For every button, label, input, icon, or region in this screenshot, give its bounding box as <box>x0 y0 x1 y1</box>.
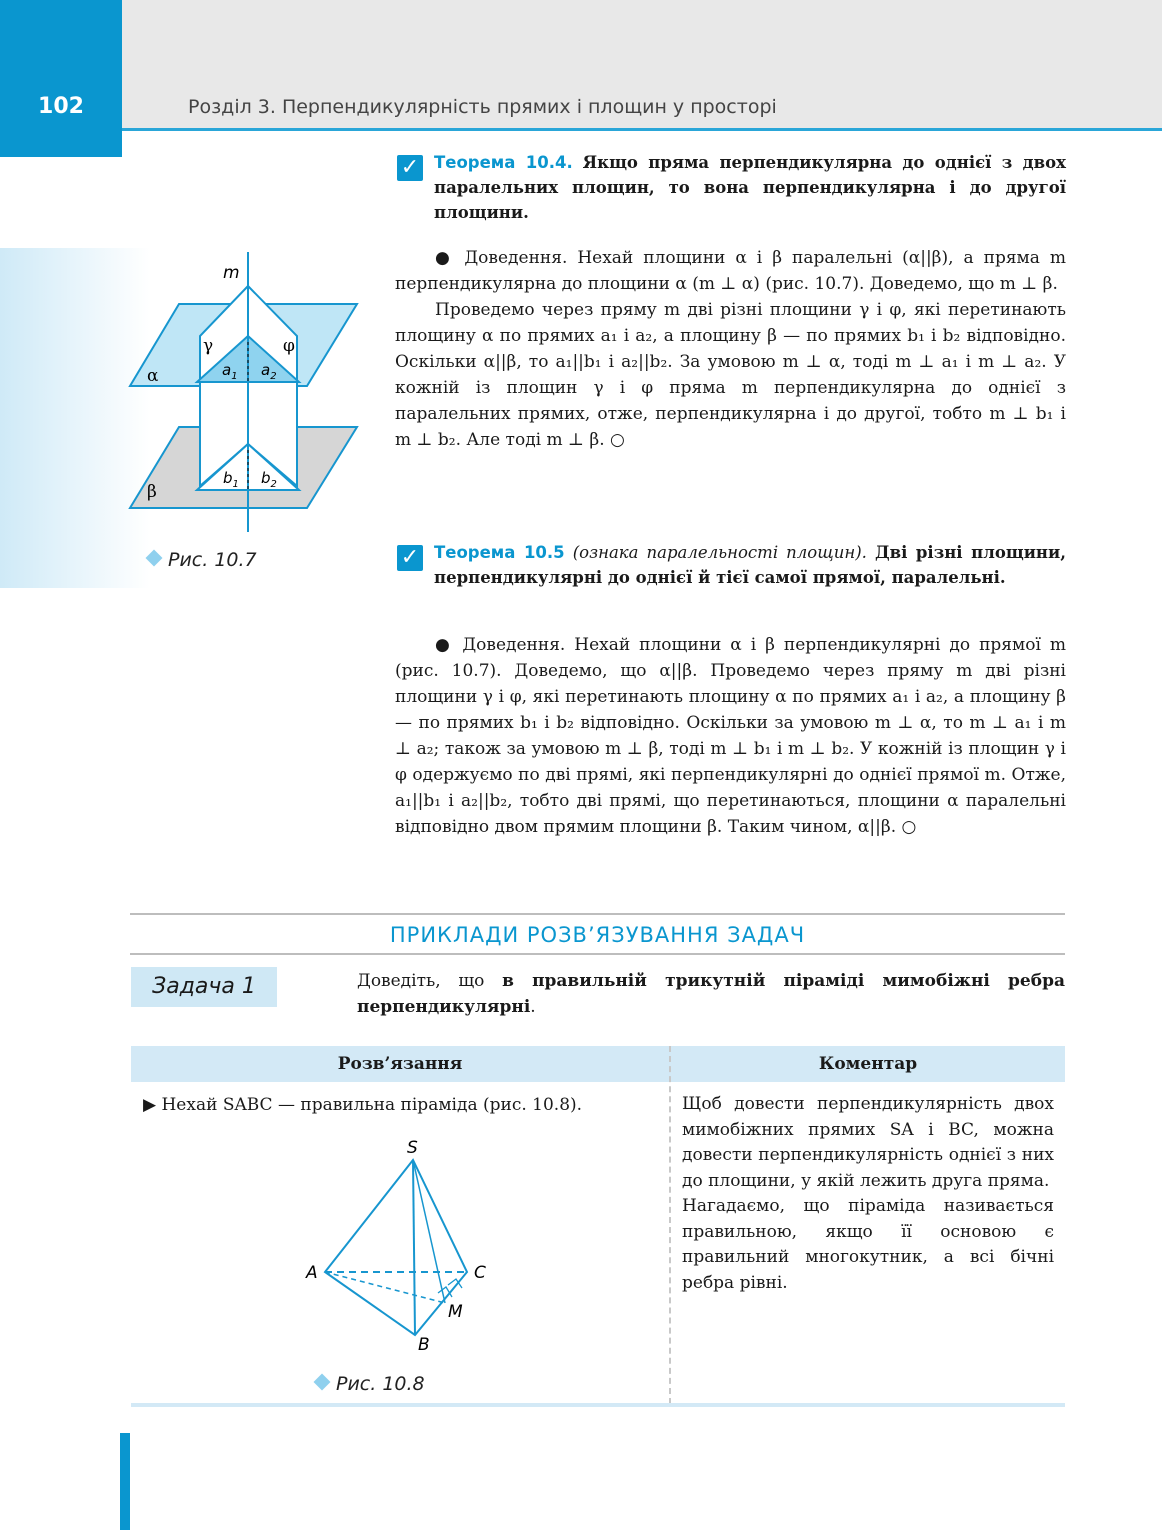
task-statement: Доведіть, що в правильній трикутній піраміді мимобіжні ребра перпендикулярні. <box>357 971 1065 1017</box>
column-comment: Коментар <box>818 1054 918 1074</box>
chapter-title: Розділ 3. Перпендикулярність прямих і площин у просторі <box>188 96 777 118</box>
edge-SB <box>413 1160 415 1335</box>
section-rule-bottom <box>130 953 1065 955</box>
task-label: Задача 1 <box>131 967 277 1007</box>
label-b1: $b_1$ <box>223 469 239 490</box>
theorem-10-5: Теорема 10.5 (ознака паралельності площин). Дві різні площини, перпендикулярні до однієї й тієї самої прямої, паралельні. <box>434 543 1066 587</box>
column-solution: Розв’язання <box>337 1054 463 1074</box>
margin-bar <box>120 1433 130 1530</box>
label-S: S <box>407 1138 418 1158</box>
comment-text: Щоб довести перпендикулярність двох мимобіжних прямих SA і BC, можна довести перпендикулярність однієї з них до площини, у якій лежить друга пряма. Нагадаємо, що піраміда називається правильною, якщо її основою є правильний многокутник, а всі бічні ребра рівні. <box>682 1094 1054 1293</box>
label-alpha: α <box>147 366 159 386</box>
label-B: B <box>418 1335 430 1355</box>
diamond-icon <box>314 1374 331 1391</box>
pyramid-face <box>325 1160 467 1335</box>
section-rule-top <box>130 913 1065 915</box>
label-phi: φ <box>283 336 295 356</box>
theorem-10-4: Теорема 10.4. Якщо пряма перпендикулярна до однієї з двох паралельних площин, то вона перпендикулярна і до другої площини. <box>434 153 1066 222</box>
section-title: ПРИКЛАДИ РОЗВ’ЯЗУВАННЯ ЗАДАЧ <box>389 923 806 947</box>
header-rule <box>122 128 1162 131</box>
figure-10-7 <box>125 250 365 540</box>
figure-10-8-caption: Рис. 10.8 <box>316 1373 425 1395</box>
label-gamma: γ <box>203 336 214 356</box>
checkmark-icon: ✓ <box>397 545 423 571</box>
label-b2: $b_2$ <box>261 469 277 490</box>
segment-SM <box>413 1160 445 1303</box>
segment-AM <box>325 1272 445 1303</box>
label-A: A <box>306 1263 318 1283</box>
proof-10-5: ● Доведення. Нехай площини α і β перпендикулярні до прямої m (рис. 10.7). Доведемо, що α||β. Проведемо через пряму m дві різні площини γ і φ, які перетинають площину α по прямих a₁ і a₂, а площину β — по прямих b₁ і b₂ відповідно. Оскільки за умовою m ⊥ α, то m ⊥ a₁ і m ⊥ a₂; також за умовою m ⊥ β, тоді m ⊥ b₁ і m ⊥ b₂. У кожній із площин γ і φ одержуємо по дві прямі, які перпендикулярні до однієї прямої m. Отже, a₁||b₁ і a₂||b₂, тобто дві прямі, що перетинаються, площини α паралельні відповідно двом прямим площини β. Таким чином, α||β. ○ <box>395 635 1066 837</box>
label-a1: $a_1$ <box>222 361 238 382</box>
proof-10-4: ● Доведення. Нехай площини α і β паралельні (α||β), а пряма m перпендикулярна до площини α (m ⊥ α) (рис. 10.7). Доведемо, що m ⊥ β. Проведемо через пряму m дві різні площини γ і φ, які перетинають площину α по прямих a₁ і a₂, а площину β — по прямих b₁ і b₂ відповідно. Оскільки α||β, то a₁||b₁ і a₂||b₂. За умовою m ⊥ α, тоді m ⊥ a₁ і m ⊥ a₂. У кожній із площин γ і φ пряма m перпендикулярна до однієї з паралельних прямих, отже, перпендикулярна і до другої, тобто m ⊥ b₁ і m ⊥ b₂. Але тоді m ⊥ β. ○ <box>395 248 1066 450</box>
page-tab <box>0 0 122 157</box>
label-M: M <box>448 1302 463 1322</box>
label-C: C <box>474 1263 486 1283</box>
label-m: m <box>223 263 240 283</box>
figure-10-7-caption: Рис. 10.7 <box>148 549 257 571</box>
solution-text: ▶ Нехай SABC — правильна піраміда (рис. 10.8). <box>143 1095 583 1115</box>
label-a2: $a_2$ <box>261 361 277 382</box>
checkmark-icon: ✓ <box>397 155 423 181</box>
figure-10-8 <box>300 1135 500 1360</box>
column-divider <box>669 1046 671 1404</box>
diamond-icon <box>146 550 163 567</box>
page-number: 102 <box>38 94 84 119</box>
label-beta: β <box>147 482 157 502</box>
table-bottom-rule <box>131 1403 1065 1407</box>
